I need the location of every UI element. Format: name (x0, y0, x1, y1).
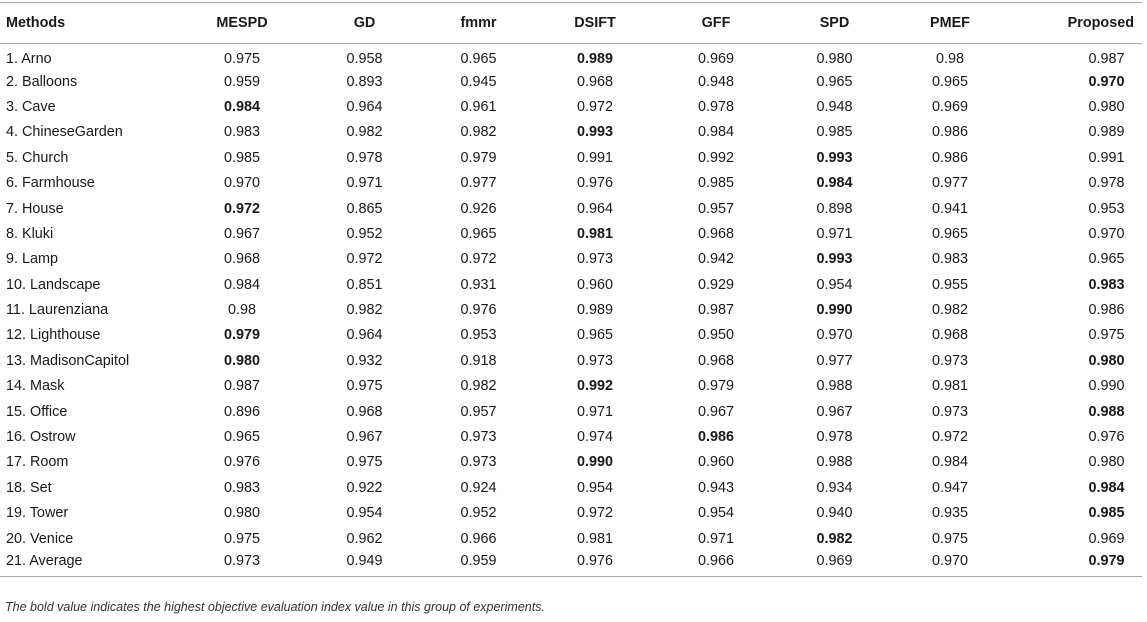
value-cell: 0.965 (816, 73, 853, 90)
value-cell: 0.977 (816, 352, 853, 369)
value-cell: 0.983 (1088, 276, 1125, 293)
value-cell: 0.991 (576, 149, 613, 166)
value-cell: 0.968 (697, 352, 734, 369)
value-cell: 0.975 (931, 530, 968, 547)
value-cell: 0.978 (346, 149, 383, 166)
value-cell: 0.967 (346, 429, 383, 446)
value-cell: 0.934 (816, 479, 853, 496)
table-body (0, 44, 1142, 577)
value-cell: 0.922 (346, 479, 383, 496)
value-cell: 0.924 (460, 479, 497, 496)
value-cell: 0.968 (697, 225, 734, 242)
value-cell: 0.993 (576, 124, 613, 141)
method-name-cell: 9. Lamp (6, 251, 58, 268)
value-cell: 0.980 (1088, 454, 1125, 471)
method-name-cell: 16. Ostrow (6, 429, 76, 446)
value-cell: 0.981 (576, 225, 613, 242)
value-cell: 0.965 (931, 73, 968, 90)
header-spd: SPD (819, 15, 850, 31)
value-cell: 0.967 (223, 225, 260, 242)
value-cell: 0.982 (816, 530, 853, 547)
value-cell: 0.965 (931, 225, 968, 242)
value-cell: 0.935 (931, 505, 968, 522)
value-cell: 0.989 (576, 302, 613, 319)
value-cell: 0.980 (223, 505, 260, 522)
method-name-cell: 5. Church (6, 149, 69, 166)
value-cell: 0.931 (460, 276, 497, 293)
table-row (0, 475, 1142, 500)
value-cell: 0.967 (697, 403, 734, 420)
value-cell: 0.986 (931, 149, 968, 166)
value-cell: 0.979 (460, 149, 497, 166)
value-cell: 0.987 (223, 378, 260, 395)
value-cell: 0.983 (931, 251, 968, 268)
method-name-cell: 15. Office (6, 403, 68, 420)
value-cell: 0.969 (697, 51, 734, 68)
value-cell: 0.982 (346, 302, 383, 319)
value-cell: 0.976 (223, 454, 260, 471)
value-cell: 0.982 (346, 124, 383, 141)
value-cell: 0.972 (346, 251, 383, 268)
value-cell: 0.98 (227, 302, 256, 319)
value-cell: 0.988 (816, 454, 853, 471)
value-cell: 0.970 (1088, 225, 1125, 242)
value-cell: 0.976 (576, 552, 613, 569)
value-cell: 0.976 (576, 175, 613, 192)
value-cell: 0.964 (576, 200, 613, 217)
value-cell: 0.973 (460, 429, 497, 446)
method-name-cell: 6. Farmhouse (6, 175, 95, 192)
value-cell: 0.966 (460, 530, 497, 547)
value-cell: 0.947 (931, 479, 968, 496)
value-cell: 0.970 (1088, 73, 1125, 90)
value-cell: 0.984 (223, 98, 260, 115)
value-cell: 0.971 (816, 225, 853, 242)
value-cell: 0.98 (935, 51, 964, 68)
table-row (0, 196, 1142, 221)
method-name-cell: 11. Laurenziana (6, 302, 109, 319)
value-cell: 0.965 (576, 327, 613, 344)
value-cell: 0.993 (816, 149, 853, 166)
value-cell: 0.926 (460, 200, 497, 217)
value-cell: 0.981 (931, 378, 968, 395)
value-cell: 0.968 (223, 251, 260, 268)
method-name-cell: 18. Set (6, 479, 52, 496)
value-cell: 0.965 (1088, 251, 1125, 268)
value-cell: 0.986 (931, 124, 968, 141)
header-mespd: MESPD (216, 15, 268, 31)
value-cell: 0.980 (1088, 352, 1125, 369)
value-cell: 0.984 (816, 175, 853, 192)
value-cell: 0.961 (460, 98, 497, 115)
value-cell: 0.985 (223, 149, 260, 166)
method-name-cell: 14. Mask (6, 378, 65, 395)
value-cell: 0.957 (460, 403, 497, 420)
value-cell: 0.969 (1088, 530, 1125, 547)
value-cell: 0.959 (460, 552, 497, 569)
value-cell: 0.968 (346, 403, 383, 420)
value-cell: 0.964 (346, 98, 383, 115)
method-name-cell: 21. Average (6, 552, 83, 569)
value-cell: 0.985 (1088, 505, 1125, 522)
value-cell: 0.865 (346, 200, 383, 217)
value-cell: 0.898 (816, 200, 853, 217)
value-cell: 0.990 (1088, 378, 1125, 395)
value-cell: 0.978 (816, 429, 853, 446)
method-name-cell: 17. Room (6, 454, 69, 471)
value-cell: 0.973 (576, 251, 613, 268)
value-cell: 0.979 (697, 378, 734, 395)
value-cell: 0.987 (697, 302, 734, 319)
value-cell: 0.952 (346, 225, 383, 242)
value-cell: 0.966 (697, 552, 734, 569)
table-row (0, 450, 1142, 475)
value-cell: 0.970 (223, 175, 260, 192)
value-cell: 0.970 (931, 552, 968, 569)
value-cell: 0.980 (816, 51, 853, 68)
value-cell: 0.982 (460, 124, 497, 141)
value-cell: 0.979 (223, 327, 260, 344)
value-cell: 0.948 (816, 98, 853, 115)
value-cell: 0.993 (816, 251, 853, 268)
value-cell: 0.974 (576, 429, 613, 446)
table-row (0, 374, 1142, 399)
value-cell: 0.953 (460, 327, 497, 344)
value-cell: 0.968 (931, 327, 968, 344)
value-cell: 0.954 (576, 479, 613, 496)
table-row (0, 424, 1142, 449)
value-cell: 0.932 (346, 352, 383, 369)
table-row (0, 297, 1142, 322)
value-cell: 0.970 (816, 327, 853, 344)
value-cell: 0.982 (931, 302, 968, 319)
value-cell: 0.972 (223, 200, 260, 217)
value-cell: 0.950 (697, 327, 734, 344)
value-cell: 0.984 (697, 124, 734, 141)
value-cell: 0.952 (460, 505, 497, 522)
value-cell: 0.990 (816, 302, 853, 319)
value-cell: 0.959 (223, 73, 260, 90)
table-row (0, 272, 1142, 297)
header-methods: Methods (6, 15, 66, 31)
results-table (0, 2, 1142, 577)
value-cell: 0.975 (223, 51, 260, 68)
value-cell: 0.965 (460, 225, 497, 242)
value-cell: 0.954 (346, 505, 383, 522)
value-cell: 0.975 (1088, 327, 1125, 344)
value-cell: 0.986 (1088, 302, 1125, 319)
value-cell: 0.943 (697, 479, 734, 496)
value-cell: 0.896 (223, 403, 260, 420)
value-cell: 0.973 (931, 403, 968, 420)
method-name-cell: 1. Arno (6, 51, 52, 68)
value-cell: 0.980 (1088, 98, 1125, 115)
value-cell: 0.988 (816, 378, 853, 395)
method-name-cell: 8. Kluki (6, 225, 54, 242)
header-gff: GFF (701, 15, 731, 31)
value-cell: 0.978 (697, 98, 734, 115)
value-cell: 0.954 (697, 505, 734, 522)
value-cell: 0.977 (460, 175, 497, 192)
method-name-cell: 2. Balloons (6, 73, 78, 90)
value-cell: 0.948 (697, 73, 734, 90)
table-row (0, 551, 1142, 576)
value-cell: 0.983 (223, 479, 260, 496)
table-row (0, 323, 1142, 348)
value-cell: 0.949 (346, 552, 383, 569)
table-row (0, 69, 1142, 94)
value-cell: 0.975 (223, 530, 260, 547)
value-cell: 0.992 (576, 378, 613, 395)
value-cell: 0.989 (1088, 124, 1125, 141)
value-cell: 0.976 (460, 302, 497, 319)
value-cell: 0.977 (931, 175, 968, 192)
value-cell: 0.978 (1088, 175, 1125, 192)
table-header (0, 3, 1142, 44)
value-cell: 0.960 (576, 276, 613, 293)
value-cell: 0.929 (697, 276, 734, 293)
value-cell: 0.942 (697, 251, 734, 268)
table-row (0, 120, 1142, 145)
value-cell: 0.851 (346, 276, 383, 293)
table-row (0, 348, 1142, 373)
table-row (0, 94, 1142, 119)
value-cell: 0.973 (223, 552, 260, 569)
value-cell: 0.972 (576, 98, 613, 115)
value-cell: 0.945 (460, 73, 497, 90)
value-cell: 0.940 (816, 505, 853, 522)
method-name-cell: 10. Landscape (6, 276, 101, 293)
value-cell: 0.973 (931, 352, 968, 369)
value-cell: 0.984 (1088, 479, 1125, 496)
value-cell: 0.958 (346, 51, 383, 68)
value-cell: 0.964 (346, 327, 383, 344)
header-row (0, 3, 1142, 44)
table-row (0, 247, 1142, 272)
value-cell: 0.969 (931, 98, 968, 115)
value-cell: 0.986 (697, 429, 734, 446)
value-cell: 0.975 (346, 454, 383, 471)
value-cell: 0.992 (697, 149, 734, 166)
value-cell: 0.941 (931, 200, 968, 217)
value-cell: 0.972 (931, 429, 968, 446)
value-cell: 0.972 (576, 505, 613, 522)
value-cell: 0.954 (816, 276, 853, 293)
value-cell: 0.968 (576, 73, 613, 90)
table-row (0, 145, 1142, 170)
value-cell: 0.987 (1088, 51, 1125, 68)
header-gd: GD (353, 15, 376, 31)
header-fmmr: fmmr (460, 15, 497, 31)
table-row (0, 526, 1142, 551)
header-dsift: DSIFT (574, 15, 616, 31)
table-row (0, 221, 1142, 246)
value-cell: 0.967 (816, 403, 853, 420)
table-row (0, 44, 1142, 69)
method-name-cell: 7. House (6, 200, 64, 217)
value-cell: 0.980 (223, 352, 260, 369)
value-cell: 0.982 (460, 378, 497, 395)
method-name-cell: 4. ChineseGarden (6, 124, 123, 141)
value-cell: 0.984 (931, 454, 968, 471)
value-cell: 0.957 (697, 200, 734, 217)
value-cell: 0.973 (460, 454, 497, 471)
method-name-cell: 12. Lighthouse (6, 327, 101, 344)
value-cell: 0.953 (1088, 200, 1125, 217)
value-cell: 0.979 (1088, 552, 1125, 569)
value-cell: 0.971 (697, 530, 734, 547)
table-row (0, 501, 1142, 526)
value-cell: 0.988 (1088, 403, 1125, 420)
method-name-cell: 19. Tower (6, 505, 69, 522)
value-cell: 0.989 (576, 51, 613, 68)
header-pmef: PMEF (930, 15, 970, 31)
value-cell: 0.965 (223, 429, 260, 446)
value-cell: 0.969 (816, 552, 853, 569)
value-cell: 0.971 (576, 403, 613, 420)
value-cell: 0.971 (346, 175, 383, 192)
method-name-cell: 3. Cave (6, 98, 56, 115)
value-cell: 0.973 (576, 352, 613, 369)
value-cell: 0.976 (1088, 429, 1125, 446)
value-cell: 0.975 (346, 378, 383, 395)
method-name-cell: 20. Venice (6, 530, 74, 547)
value-cell: 0.991 (1088, 149, 1125, 166)
table-row (0, 170, 1142, 195)
value-cell: 0.984 (223, 276, 260, 293)
table-row (0, 399, 1142, 424)
table-footnote: The bold value indicates the highest objective evaluation index value in this group of experiments. (5, 600, 545, 614)
value-cell: 0.990 (576, 454, 613, 471)
value-cell: 0.981 (576, 530, 613, 547)
value-cell: 0.983 (223, 124, 260, 141)
header-proposed: Proposed (1067, 15, 1134, 31)
value-cell: 0.918 (460, 352, 497, 369)
value-cell: 0.985 (816, 124, 853, 141)
value-cell: 0.972 (460, 251, 497, 268)
value-cell: 0.960 (697, 454, 734, 471)
value-cell: 0.965 (460, 51, 497, 68)
method-name-cell: 13. MadisonCapitol (6, 352, 130, 369)
value-cell: 0.955 (931, 276, 968, 293)
value-cell: 0.893 (346, 73, 383, 90)
results-table-container (0, 2, 1147, 577)
value-cell: 0.985 (697, 175, 734, 192)
value-cell: 0.962 (346, 530, 383, 547)
